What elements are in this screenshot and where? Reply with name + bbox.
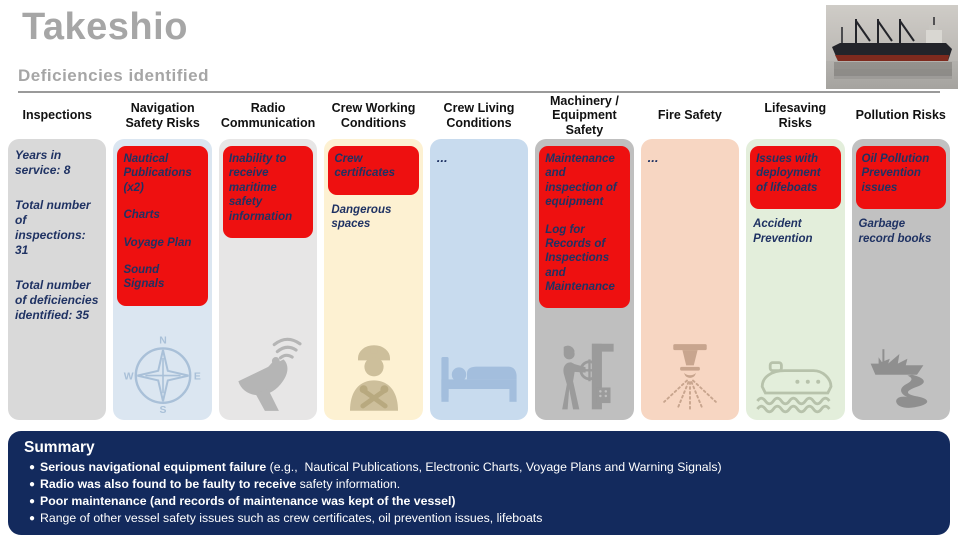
column-header-navigation: Navigation Safety Risks: [125, 101, 200, 130]
machinery-card: [535, 139, 633, 420]
bullet-dot-icon: ●: [28, 512, 36, 524]
summary-bullet: ● Radio was also found to be faulty to receive safety information.: [24, 476, 934, 493]
deficiency-item: Dangerous spaces: [331, 203, 392, 231]
navigation-card: [113, 139, 211, 420]
column-inspections: [8, 92, 106, 420]
deficiency-item: Garbage record books: [858, 218, 932, 245]
construction-worker-icon: [324, 334, 422, 414]
ellipsis-placeholder: ...: [647, 150, 659, 165]
deficiency-item: Voyage Plan: [123, 236, 192, 249]
deficiency-item: Oil Pollution Prevention issues: [861, 153, 930, 194]
column-header-pollution: Pollution Risks: [855, 108, 946, 123]
inspection-stat: Years in service: 8: [15, 148, 71, 177]
summary-title: Summary: [24, 439, 95, 456]
column-header-inspections: Inspections: [22, 108, 92, 123]
deficiency-item: Nautical Publications (x2): [123, 153, 192, 194]
bed-icon: [430, 340, 528, 414]
deficiency-item: Sound Signals: [123, 263, 165, 291]
svg-text:E: E: [193, 371, 201, 383]
svg-text:N: N: [158, 335, 167, 347]
column-machinery-safety: [535, 92, 633, 420]
deficiency-highlight-box: [117, 146, 207, 306]
column-radio-communication: [219, 92, 317, 420]
column-header-fire-safety: Fire Safety: [657, 108, 722, 123]
summary-bullet: ● Serious navigational equipment failure (e.g., Nautical Publications, Electronic Charts, Voyage Plans and Warning Signals): [24, 459, 934, 476]
column-header-machinery: Machinery / Equipment Safety: [550, 93, 619, 137]
bullet-dot-icon: ●: [28, 495, 36, 507]
pollution-card: [852, 139, 950, 420]
deficiency-item: Maintenance and inspection of equipment: [545, 153, 617, 209]
column-header-lifesaving: Lifesaving Risks: [764, 101, 827, 130]
column-lifesaving-risks: [746, 92, 844, 420]
bullet-dot-icon: ●: [28, 478, 36, 490]
inspection-stat: Total number of deficiencies identified: 35: [15, 278, 99, 322]
deficiency-item: Log for Records of Inspections and Maintenance: [545, 223, 615, 293]
column-navigation-safety: [113, 92, 211, 420]
svg-text:S: S: [159, 405, 167, 414]
summary-bullet: ● Poor maintenance (and records of maintenance was kept of the vessel): [24, 493, 934, 510]
column-header-crew-working: Crew Working Conditions: [331, 101, 416, 130]
deficiency-item: Accident Prevention: [753, 218, 813, 245]
svg-text:W: W: [123, 371, 134, 383]
deficiency-item: Crew certificates: [334, 153, 396, 180]
deficiency-highlight-box: [539, 146, 629, 308]
radio-card: [219, 139, 317, 420]
column-header-crew-living: Crew Living Conditions: [443, 101, 515, 130]
satellite-dish-icon: [219, 336, 317, 414]
lifeboat-icon: [746, 344, 844, 414]
summary-bullet: ● Range of other vessel safety issues such as crew certificates, oil prevention issues, lifeboats: [24, 510, 934, 527]
oil-spill-ship-icon: [852, 338, 950, 414]
inspections-card: [8, 139, 106, 420]
fire-safety-card: [641, 139, 739, 420]
lifesaving-card: [746, 139, 844, 420]
deficiency-highlight-box: [856, 146, 946, 209]
deficiency-highlight-box: [223, 146, 313, 238]
deficiency-columns: [8, 92, 950, 420]
compass-icon: [113, 334, 211, 414]
inspection-stat: Total number of inspections: 31: [15, 198, 91, 257]
deficiency-highlight-box: [750, 146, 840, 209]
deficiency-highlight-box: [328, 146, 418, 195]
column-pollution-risks: [852, 92, 950, 420]
deficiency-item: Inability to receive maritime safety information: [228, 153, 293, 223]
column-crew-living: [430, 92, 528, 420]
sprinkler-icon: [641, 338, 739, 414]
machine-operator-icon: [535, 336, 633, 414]
column-header-radio: Radio Communication: [220, 101, 316, 130]
section-subtitle: Deficiencies identified: [18, 66, 940, 93]
bullet-dot-icon: ●: [28, 462, 36, 473]
page-title: Takeshio: [22, 6, 188, 48]
summary-panel: [8, 431, 950, 535]
column-fire-safety: [641, 92, 739, 420]
deficiency-item: Charts: [123, 209, 160, 222]
ellipsis-placeholder: ...: [436, 150, 448, 165]
crew-working-card: [324, 139, 422, 420]
column-crew-working: [324, 92, 422, 420]
crew-living-card: [430, 139, 528, 420]
deficiency-item: Issues with deployment of lifeboats: [756, 153, 821, 194]
